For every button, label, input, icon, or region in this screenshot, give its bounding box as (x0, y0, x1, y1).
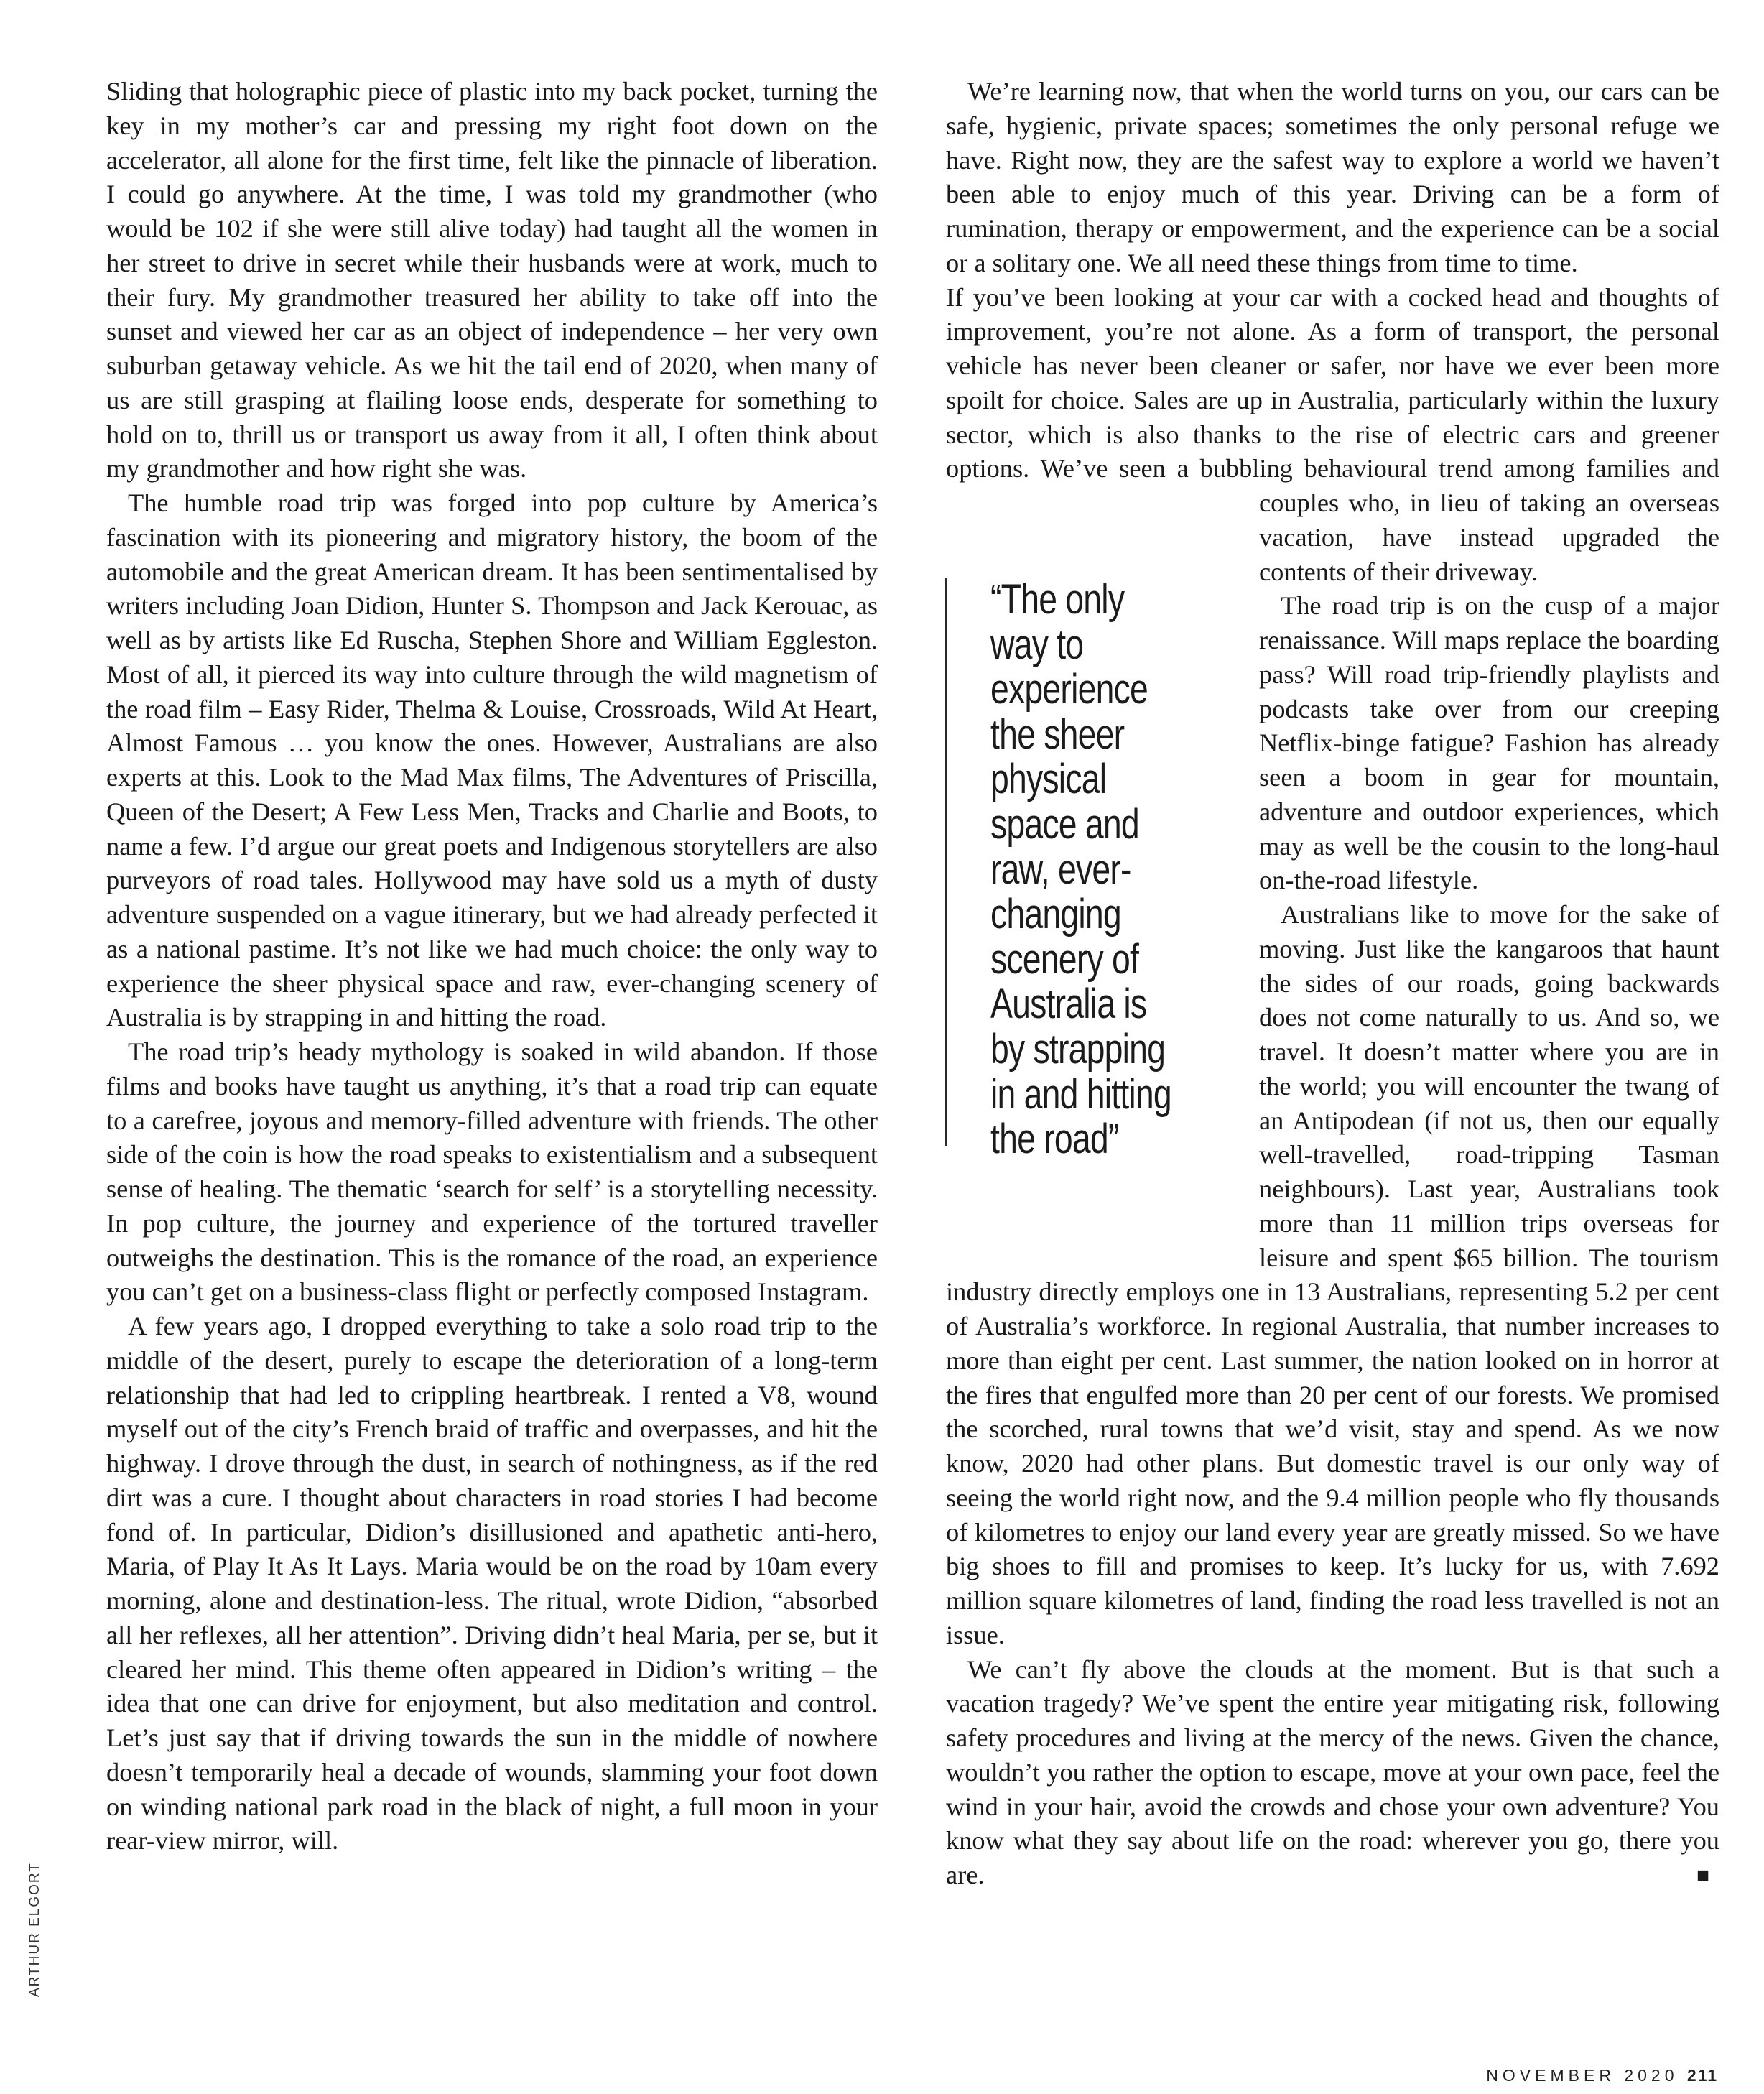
photo-credit: ARTHUR ELGORT (27, 1862, 42, 1997)
article-left-column (106, 75, 878, 1858)
paragraph (946, 1653, 1719, 1893)
pull-quote-text: “The only way to experience the sheer physical space and raw, ever-changing scenery of Australia is by strapping in and hitting the road” (990, 576, 1171, 1163)
page-number: 211 (1686, 2066, 1718, 2085)
paragraph: We’re learning now, that when the world turns on you, our cars can be safe, hygienic, private spaces; sometimes the only personal refuge we have. Right now, they are the safest way to explore a world we haven’t been able to enjoy much of this year. Driving can be a form of rumination, therapy or empowerment, and the experience can be a social or a solitary one. We all need these things from time to time. (946, 77, 1719, 277)
paragraph: Sliding that holographic piece of plastic into my back pocket, turning the key in my mother’s car and pressing my right foot down on the accelerator, all alone for the first time, felt like the pinnacle of liberation. I could go anywhere. At the time, I was told my grandmother (who would be 102 if she were still alive today) had taught all the women in her street to drive in secret while their husbands were at work, much to their fury. My grandmother treasured her ability to take off into the sunset and viewed her car as an object of independence – her very own suburban getaway vehicle. As we hit the tail end of 2020, when many of us are still grasping at flailing loose ends, desperate for something to hold on to, thrill us or transport us away from it all, I often think about my grandmother and how right she was. (106, 77, 878, 483)
paragraph: A few years ago, I dropped everything to take a solo road trip to the middle of the desert, purely to escape the deterioration of a long-term relationship that had led to crippling heartbreak. I rented a V8, wound myself out of the city’s French braid of traffic and overpasses, and hit the highway. I drove through the dust, in search of nothingness, as if the red dirt was a cure. I thought about characters in road stories I had become fond of. In particular, Didion’s disillusioned and apathetic anti-hero, Maria, of Play It As It Lays. Maria would be on the road by 10am every morning, alone and destination-less. The ritual, wrote Didion, “absorbed all her reflexes, all her attention”. Driving didn’t heal Maria, per se, but it cleared her mind. This theme often appeared in Didion’s writing – the idea that one can drive for enjoyment, but also meditation and control. Let’s just say that if driving towards the sun in the middle of nowhere doesn’t temporarily heal a decade of wounds, slamming your foot down on winding national park road in the black of night, a full moon in your rear-view mirror, will. (106, 1312, 878, 1856)
paragraph: The humble road trip was forged into pop culture by America’s fascination with its pioneering and migratory history, the boom of the automobile and the great American dream. It has been sentimentalised by writers including Joan Didion, Hunter S. Thompson and Jack Kerouac, as well as by artists like Ed Ruscha, Stephen Shore and William Eggleston. Most of all, it pierced its way into culture through the wild magnetism of the road film – Easy Rider, Thelma & Louise, Crossroads, Wild At Heart, Almost Famous … you know the ones. However, Australians are also experts at this. Look to the Mad Max films, The Adventures of Priscilla, Queen of the Desert; A Few Less Men, Tracks and Charlie and Boots, to name a few. I’d argue our great poets and Indigenous storytellers are also purveyors of road tales. Hollywood may have sold us a myth of dusty adventure suspended on a vague itinerary, but we had already perfected it as a national pastime. It’s not like we had much choice: the only way to experience the sheer physical space and raw, ever-changing scenery of Australia is by strapping in and hitting the road. (106, 488, 878, 1032)
paragraph-text: If you’ve been looking at your car with a cocked head and thoughts of improvement, you’re not alone. As a form of transport, the personal vehicle has never been cleaner or safer, nor have we ever been more spoilt for choice. Sales are up in Australia, particularly within the luxury sector, which is also thanks to the rise of electric cars and greener options. We’ve seen a bubbling behavioural trend among families and couples who, in lieu of taking an overseas vacation, have instead upgraded the contents of their driveway. (946, 282, 1719, 586)
paragraph-text: We can’t fly above the clouds at the moment. But is that such a vacation tragedy? We’ve spent the entire year mitigating risk, following safety procedures and living at the mercy of the news. Given the chance, wouldn’t you rather the option to escape, move at your own pace, feel the wind in your hair, avoid the crowds and chose your own adventure? You know what they say about life on the road: wherever you go, there you are. (946, 1654, 1719, 1889)
paragraph: The road trip’s heady mythology is soaked in wild abandon. If those films and books have taught us anything, it’s that a road trip can equate to a carefree, joyous and memory-filled adventure with friends. The other side of the coin is how the road speaks to existentialism and a subsequent sense of healing. The thematic ‘search for self’ is a storytelling necessity. In pop culture, the journey and experience of the tortured traveller outweighs the destination. This is the romance of the road, an experience you can’t get on a business-class flight or perfectly composed Instagram. (106, 1037, 878, 1307)
issue-date: NOVEMBER 2020 (1486, 2066, 1679, 2085)
paragraph: Australians like to move for the sake of moving. Just like the kangaroos that haunt the sides of our roads, going backwards does not come naturally to us. And so, we travel. It doesn’t matter where you are in the world; you will encounter the twang of an Antipodean (if not us, then our equally well-travelled, road-tripping Tasman neighbours). Last year, Australians took more than 11 million trips overseas for leisure and spent $65 billion. The tourism industry directly employs one in 13 Australians, representing 5.2 per cent of Australia’s workforce. In regional Australia, that number increases to more than eight per cent. Last summer, the nation looked on in horror at the fires that engulfed more than 20 per cent of our forests. We promised the scorched, rural towns that we’d visit, stay and spend. As we now know, 2020 had other plans. But domestic travel is our only way of seeing the world right now, and the 9.4 million people who fly thousands of kilometres to enjoy our land every year are greatly missed. So we have big shoes to fill and promises to keep. It’s lucky for us, with 7.692 million square kilometres of land, finding the road less travelled is not an issue. (946, 900, 1719, 1649)
paragraph (946, 281, 1719, 590)
pull-quote (945, 576, 1206, 1163)
end-mark: ■ (1696, 1863, 1709, 1887)
paragraph: The road trip is on the cusp of a major renaissance. Will maps replace the boarding pass? Will road trip-friendly playlists and podcasts take over from our creeping Netflix-binge fatigue? Fashion has already seen a boom in gear for mountain, adventure and outdoor experiences, which may as well be the cousin to the long-haul on-the-road lifestyle. (1259, 591, 1719, 895)
page-folio (1486, 2066, 1718, 2085)
